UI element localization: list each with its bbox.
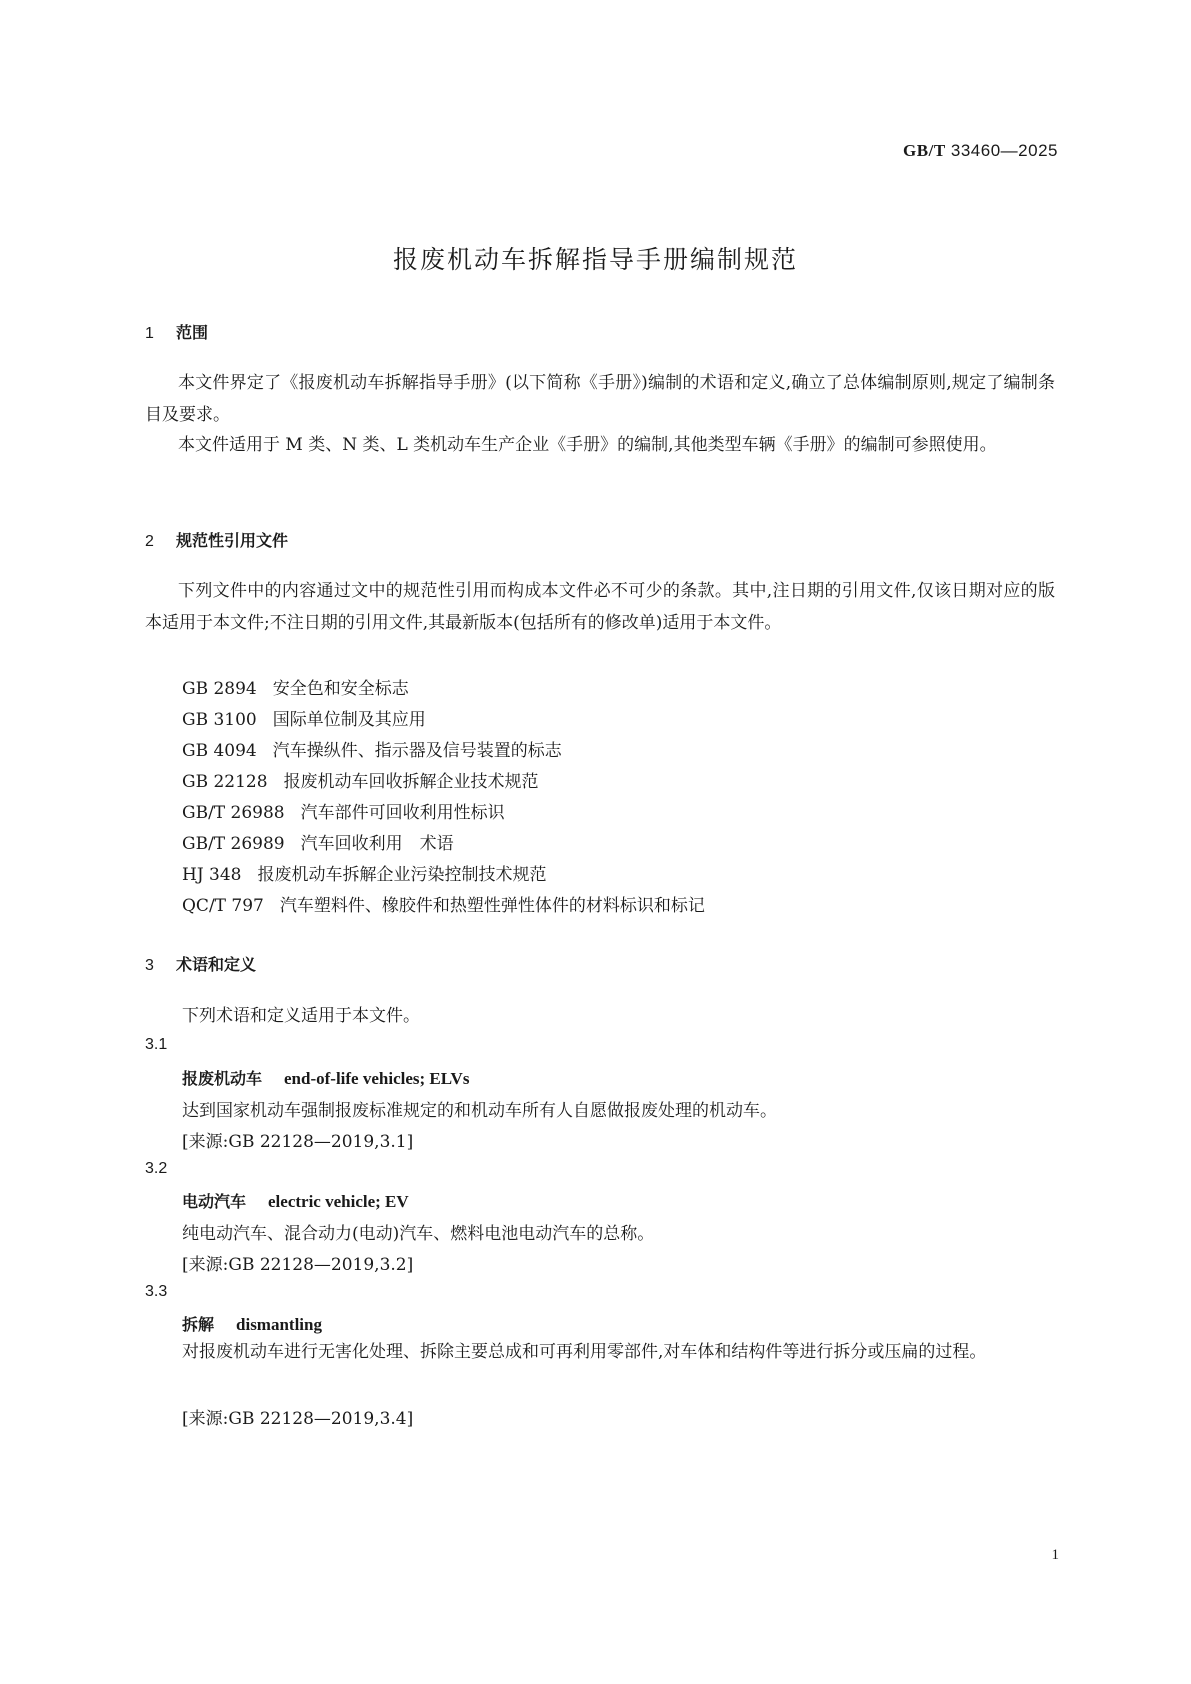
reference-code: GB 3100: [182, 710, 257, 730]
reference-code: GB/T 26988: [182, 803, 285, 823]
reference-title: 汽车操纵件、指示器及信号装置的标志: [272, 741, 562, 761]
reference-code: HJ 348: [182, 865, 242, 885]
term-entry: [182, 1189, 409, 1212]
page-number: 1: [1051, 1547, 1059, 1563]
reference-title: 报废机动车拆解企业污染控制技术规范: [257, 865, 547, 885]
section-number: 3: [145, 957, 154, 974]
term-english: electric vehicle; EV: [268, 1192, 409, 1211]
term-english: dismantling: [236, 1315, 322, 1334]
section-number: 1: [145, 325, 154, 342]
term-source: [来源:GB 22128—2019,3.1]: [182, 1132, 414, 1152]
terms-intro: 下列术语和定义适用于本文件。: [182, 1006, 420, 1026]
term-chinese: 电动汽车: [182, 1192, 247, 1211]
term-source: [来源:GB 22128—2019,3.4]: [182, 1409, 414, 1429]
term-source: [来源:GB 22128—2019,3.2]: [182, 1255, 414, 1275]
term-chinese: 报废机动车: [182, 1069, 263, 1088]
clause-number: 3.3: [145, 1283, 168, 1300]
term-english: end-of-life vehicles; ELVs: [284, 1069, 470, 1088]
section-heading-normative-references: [145, 528, 288, 551]
scope-paragraph-2: 本文件适用于 M 类、N 类、L 类机动车生产企业《手册》的编制,其他类型车辆《手册》的编制可参照使用。: [178, 435, 997, 455]
reference-item: [182, 674, 409, 699]
reference-item: [182, 860, 547, 885]
reference-code: GB 2894: [182, 679, 257, 699]
clause-number: 3.1: [145, 1036, 168, 1053]
standard-code-number: 33460—2025: [945, 141, 1058, 160]
document-title: 报废机动车拆解指导手册编制规范: [392, 245, 798, 274]
term-chinese: 拆解: [182, 1315, 215, 1334]
reference-item: [182, 891, 705, 916]
reference-item: [182, 736, 562, 761]
term-entry: [182, 1312, 322, 1335]
section-title: 范围: [176, 323, 209, 342]
reference-code: GB/T 26989: [182, 834, 285, 854]
section-number: 2: [145, 533, 154, 550]
reference-title: 汽车部件可回收利用性标识: [300, 803, 505, 823]
reference-title: 国际单位制及其应用: [272, 710, 426, 730]
term-entry: [182, 1066, 469, 1089]
scope-paragraph-1: 本文件界定了《报废机动车拆解指导手册》(以下简称《手册》)编制的术语和定义,确立了总体编制原则,规定了编制条目及要求。: [145, 373, 1055, 425]
reference-title: 汽车塑料件、橡胶件和热塑性弹性体件的材料标识和标记: [279, 896, 705, 916]
term-definition: 对报废机动车进行无害化处理、拆除主要总成和可再利用零部件,对车体和结构件等进行拆分或压扁的过程。: [182, 1342, 987, 1362]
reference-item: [182, 829, 454, 854]
clause-number: 3.2: [145, 1160, 168, 1177]
reference-title: 汽车回收利用 术语: [300, 834, 454, 854]
reference-code: GB 22128: [182, 772, 268, 792]
standard-code-prefix: GB/T: [903, 141, 946, 160]
term-definition: 纯电动汽车、混合动力(电动)汽车、燃料电池电动汽车的总称。: [182, 1224, 655, 1244]
references-intro-paragraph: 下列文件中的内容通过文中的规范性引用而构成本文件必不可少的条款。其中,注日期的引用文件,仅该日期对应的版本适用于本文件;不注日期的引用文件,其最新版本(包括所有的修改单)适用于本文件。: [145, 581, 1055, 633]
reference-item: [182, 798, 505, 823]
reference-code: GB 4094: [182, 741, 257, 761]
term-definition: 达到国家机动车强制报废标准规定的和机动车所有人自愿做报废处理的机动车。: [182, 1101, 777, 1121]
section-title: 规范性引用文件: [176, 531, 289, 550]
section-heading-terms: [145, 952, 256, 975]
section-heading-scope: [145, 320, 208, 343]
reference-item: [182, 767, 539, 792]
reference-title: 安全色和安全标志: [272, 679, 409, 699]
reference-item: [182, 705, 426, 730]
section-title: 术语和定义: [176, 955, 257, 974]
standard-code: [903, 141, 1058, 161]
reference-code: QC/T 797: [182, 896, 264, 916]
reference-title: 报废机动车回收拆解企业技术规范: [283, 772, 539, 792]
